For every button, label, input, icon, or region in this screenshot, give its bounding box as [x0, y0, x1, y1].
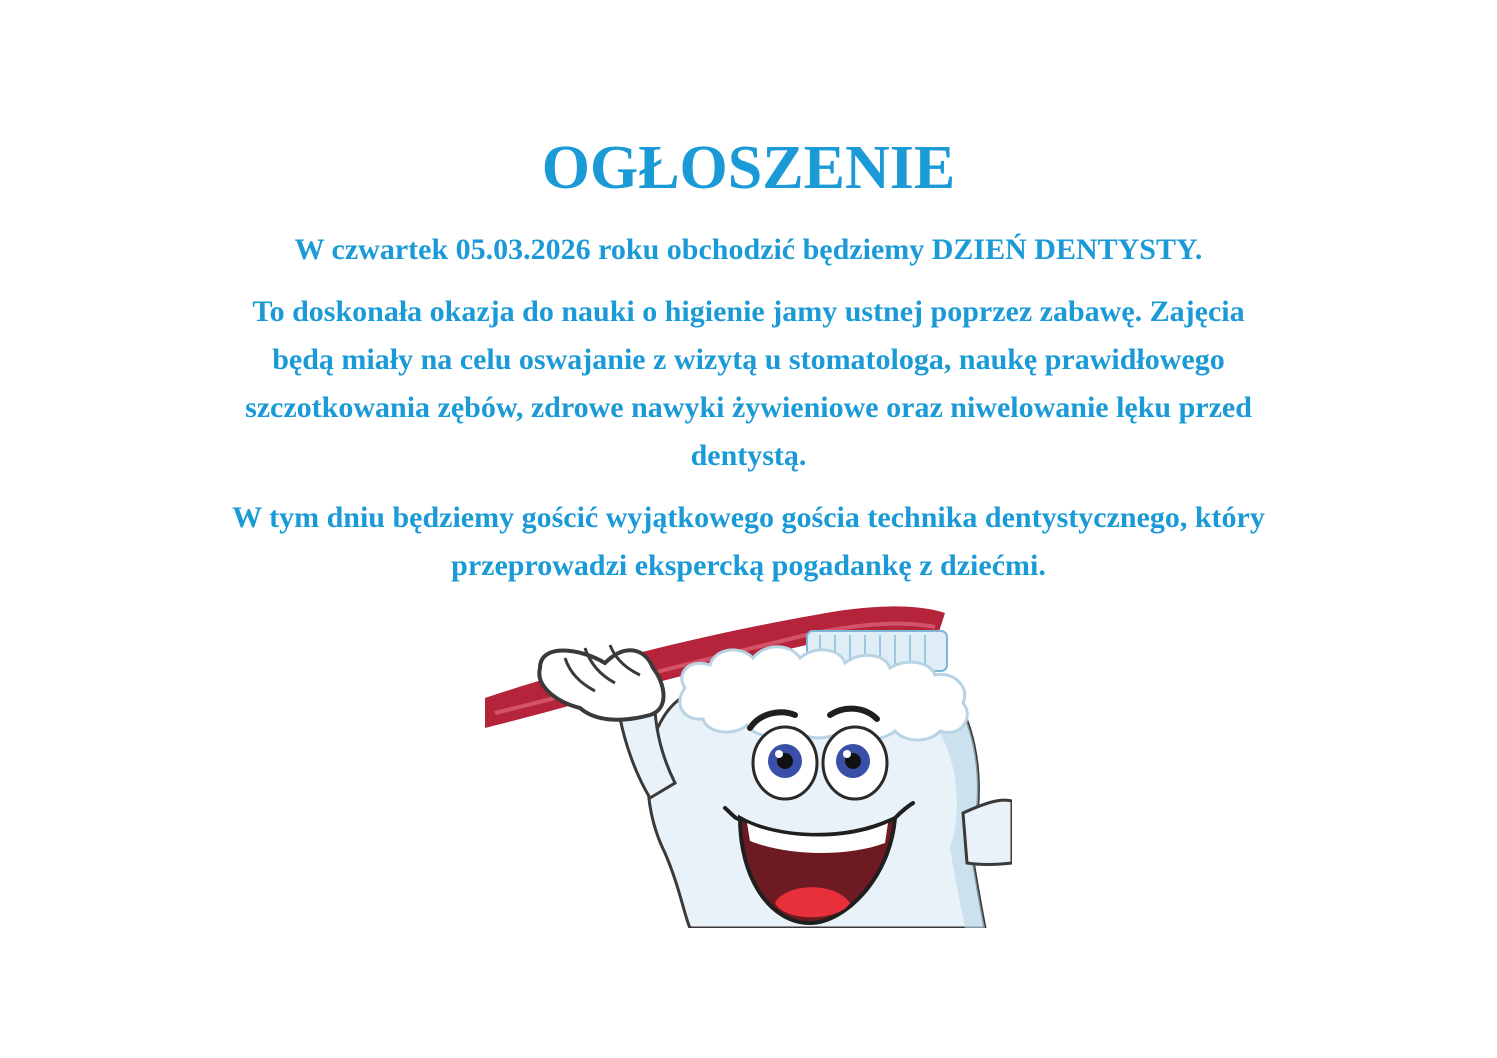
announcement-guest-paragraph [120, 494, 1377, 590]
announcement-title: OGŁOSZENIE [541, 134, 956, 202]
announcement-description-paragraph [120, 288, 1377, 480]
guest-line: przeprowadzi ekspercką pogadankę z dziećmi. [451, 549, 1046, 582]
announcement-date-paragraph: W czwartek 05.03.2026 roku obchodzić będziemy DZIEŃ DENTYSTY. [294, 233, 1203, 266]
cartoon-tooth-brushing-icon [485, 603, 1012, 928]
description-line: dentystą. [690, 439, 807, 472]
hand-icon [539, 650, 663, 719]
left-eye-glint [775, 750, 783, 758]
description-line: To doskonała okazja do nauki o higienie jamy ustnej poprzez zabawę. Zajęcia [252, 295, 1245, 328]
description-line: będą miały na celu oswajanie z wizytą u stomatologa, naukę prawidłowego [272, 343, 1225, 376]
right-eye-glint [843, 750, 851, 758]
guest-line: W tym dniu będziemy gościć wyjątkowego gościa technika dentystycznego, który [232, 501, 1265, 534]
description-line: szczotkowania zębów, zdrowe nawyki żywieniowe oraz niwelowanie lęku przed [245, 391, 1252, 424]
tooth-right-arm [963, 800, 1012, 864]
